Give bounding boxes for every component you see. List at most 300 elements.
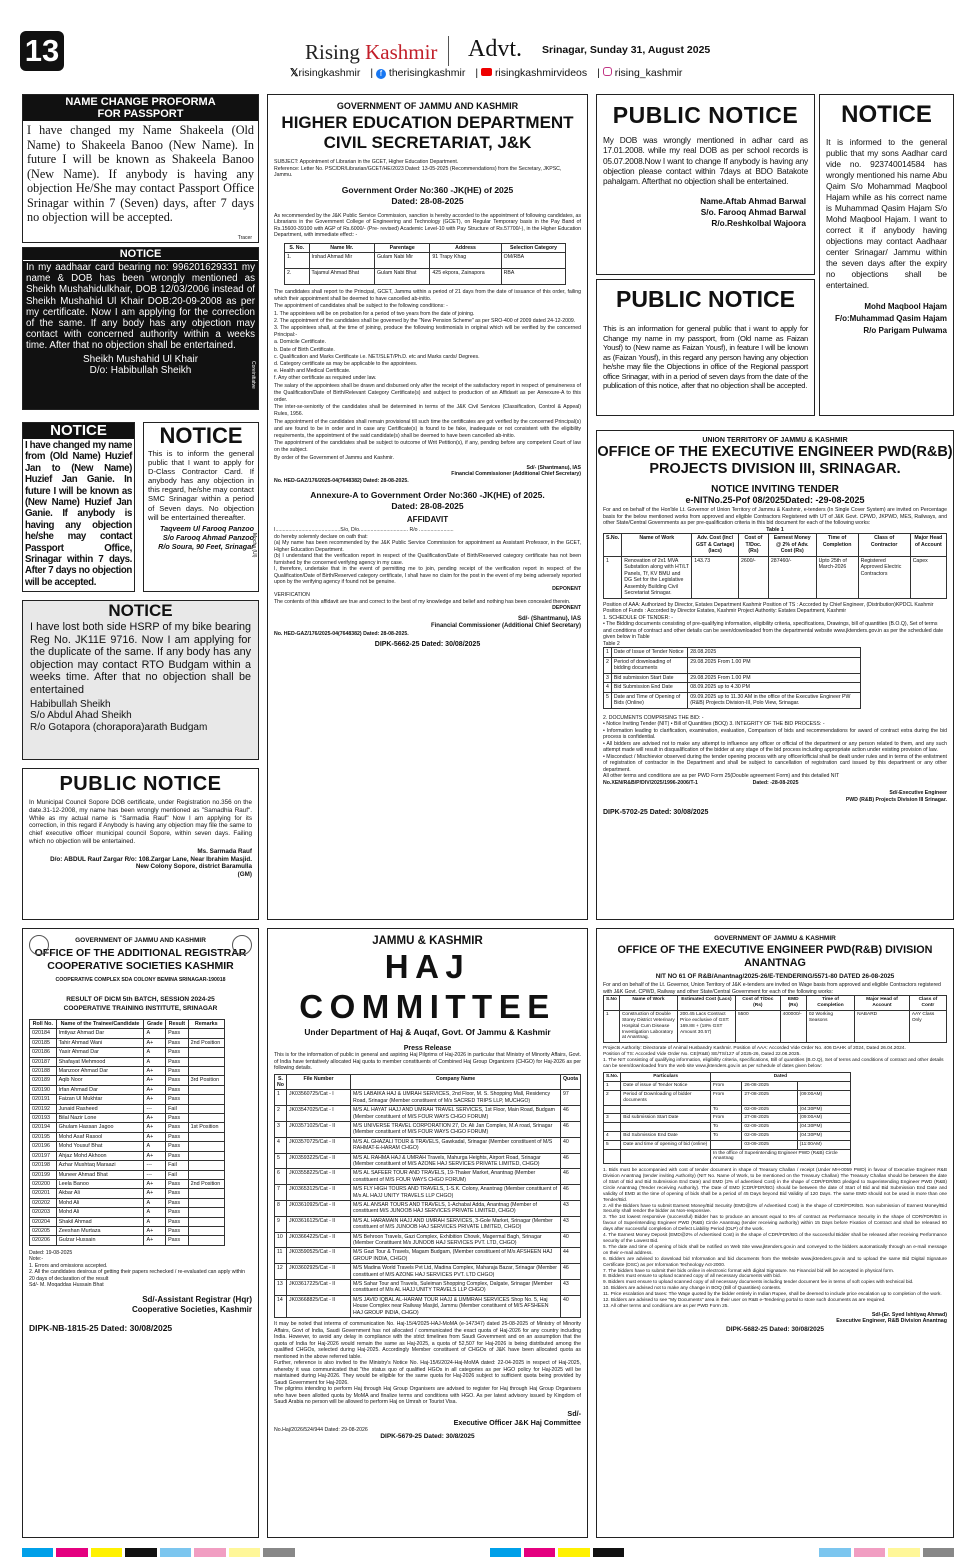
table-cell — [188, 1142, 224, 1151]
table-cell: M/S AL HARAMAIN HAJJ AND UMRAH SERVICES, 3-Gole Market, Srinagar (Member constituent of M/S JUNOOB HAJ SERVICES PRIVATE LIMITED, CHGO) — [351, 1216, 561, 1232]
table-row — [275, 1216, 581, 1232]
table-row: To 02-09-2025 (04:30PM) — [604, 1105, 851, 1114]
table-cell: 11 — [275, 1248, 287, 1264]
table-row — [30, 1076, 225, 1085]
table-cell: Pass — [166, 1198, 189, 1207]
table-cell — [188, 1067, 224, 1076]
ad-gov: GOVERNMENT OF JAMMU AND KASHMIR — [336, 101, 519, 111]
table-cell: 020201 — [30, 1189, 57, 1198]
ad-cooperative-result — [22, 928, 259, 1538]
ad-title: NOTICE — [23, 423, 134, 439]
table-row — [30, 1038, 225, 1047]
social-bar — [290, 67, 682, 79]
table-cell: 14 — [275, 1295, 287, 1317]
table-cell: A+ — [144, 1067, 166, 1076]
x-icon: 𝕏 — [290, 67, 299, 79]
table-cell: Yasir Ahmad Dar — [56, 1048, 144, 1057]
ad-tag: Coreinitiatve — [250, 361, 256, 389]
table-row — [275, 1169, 581, 1185]
result-table: Roll No. Name of the Trainee/Candidate Grade Result Remarks 020184 Imtiyaz Ahmad Dar A Pass 020185 Tahir Ahmad Wani A+ Pass 2nd Position 020186 Yasir Ahmad Dar A Pass 020187 Shafayat Mehmood A Pass 020188 Manzoor Ahmad Dar A+ Pass 020189 Aqib Noor A+ Pass 3rd Position 020190 Irfan Ahmad Dar A+ Pass 020191 Faizan Ul Mukhtar A+ Pass 020192 Junaid Rasheed --- Fail 020193 Bilal Nazir Lone A+ Pass 020194 Ghulam Hassan Jagoo A+ Pass 1st Position 020195 Mohd Asaf Rasool A+ Pass 020196 Mohd Yousuf Bhat A Pass 020197 Ahjaz Mohd Akhoon A+ Pass 020198 Azhar Mushtaq Maraazi --- Fail 020199 Muneer Ahmad Bhat --- Fail 020200 Leela Banoo A+ Pass 2nd Position 020201 Akbar Ali A+ Pass 020202 Mohd Ali A Pass 020203 Mohd Ali A Pass 020204 Shakil Ahmad A Pass 020205 Zeeshan Murtaza A+ Pass 020206 Gulzar Hussain A+ Pass — [29, 1019, 225, 1246]
table-row: 2 Period of downloading of bidding documents 29.08.2025 From 1.00 PM — [604, 657, 861, 673]
table-cell: 97 — [561, 1090, 581, 1106]
table-cell — [188, 1029, 224, 1038]
ad-body: This is an information for general public that i want to apply for Change my name in my passport, from (Old name as Faizan Yousf) to (New name as Faizan Yousf), in feature I will be known as (Faizan Yousf), in this regard any person having any objection he/she may file the Objections in office of the Regional passport office Srinagar, with in a period of seven days from the date of the publication of this notice, after that no objection shall be accepted. — [603, 324, 808, 390]
table-cell: M/S AL SAFEER TOUR AND TRAVELS, 19-Thaker Market, Anantnag (Member constituent of M/S FOUR WAYS CHGO FORUM) — [351, 1169, 561, 1185]
table-row — [30, 1208, 225, 1217]
haj-quota-table: S. No File Number Company Name Quota 1 JK03560725/Cat - I M/S LABAIKA HAJ & UMRAH SERVICES, 2nd Floor, M. S. Shopping Mall, Residency Road, Srinagar (Member constituent of M/s SACRED TRIPS LLP, MUCHGO) 97 2 JK03547025/Cat - I M/S AL HAYAT HAJJ AND UMRAH TRAVEL SERVICES, 1st Floor, Main Road, Budgam (Member constituent of M/S FOUR WAYS CHGO FORUM) 46 3 JK03571025/Cat - II M/S UNIVERSE TRAVEL CORPORATION 27, Dr. Ali Jan Complex, M.A road, Srinagar (Member constituent of M/S FOUR WAYS CHGO FORUM) 46 4 JK03570725/Cat - II M/S AL GHAZALI TOUR & TRAVELS, Gawkadal, Srinagar (Member constituent of M/S RAHMAT-E-HARAM CHGO) 40 5 JK03593225/Cat - II M/S AL RAHMA HAJ & UMRAH Travels, Mahurga Heights, Airport Road, Srinagar (Member constituent of M/S AZONE HAJ SERVICES PRIVATE LIMITED, CHGO) 46 6 JK03558225/Cat - II M/S AL SAFEER TOUR AND TRAVELS, 19-Thaker Market, Anantnag (Member constituent of M/S FOUR WAYS CHGO FORUM) 46 7 JK03653125/Cat - II M/S FLY HIGH TOURS AND TRAVELS, 1-S.K. Colony, Anantnag (Member constituent of M/s AL HAJJ UNITY TRAVELS LLP CHGO) 46 8 JK03610925/Cat - II M/S AL ANSAR TOURS AND TRAVELS, 1-Achabal Adda, Anantnag (Member of constituent M/S JUNOOB HAJ SERVICES PRIVATE LIMITED, CHGO) 43 9 JK03616125/Cat - II M/S AL HARAMAIN HAJJ AND UMRAH SERVICES, 3-Gole Market, Srinagar (Member constituent of M/S JUNOOB HAJ SERVICES PRIVATE LIMITED, CHGO) 43 10 JK03664225/Cat - II M/S Behroon Travels, Gazi Complex, Exhibition Chowk, Magermal Bagh, Srinagar (Member Constituent M/s JUNOOB HAJ SERVICES PVT. LTD, CHGO) 40 11 JK03590525/Cat - II M/S Gazi Tour & Travels, Magam Budgam, (Member constituent of M/s AFSHEEN HAJ GROUP INDIA, CHGO) 44 12 JK03602925/Cat - II M/S Madina World Travels Pvt Ltd, Madina Complex, Maharaja Bazar, Srinagar (Member constituent of M/S AZONE HAJ SERVICES PVT. LTD CHGO) 46 13 JK03617225/Cat - II M/S Sahar Tour and Travels, Suleiman Shopping Complex, Dalgate, Srinagar (Member constituent of M/s AL HAJJ UNITY TRAVELS LLP CHGO) 43 14 JK03668825/Cat - II M/S JAVID IQBAL AL-HARAM TOUR HAJJ & UMMRAH SERVICES Shop No. 5, Haj House Complex near Railway Masjid, Jammu (Member constituent of M/S AFSHEEN HAJ GROUP INDIA, CHGO) 40 — [274, 1074, 581, 1319]
ad-no1: No. HED-GAZ/176/2025-04(7648382) Dated: 28-08-2025. — [274, 477, 409, 484]
ad-name-change-proforma — [22, 94, 259, 243]
social-youtube[interactable]: | risingkashmirvideos — [475, 67, 588, 79]
table-row: 1 Renovation of 2x1 MVA Substation along with HT/LT Panels, Tf, KV BMU and DG Set for the Legislative Assembly Building Civil Secretariat Srinagar. 143.73 2600/- 287460/- Upto 25th of March-2026 Registered Approved Electric Contractors Capex — [604, 556, 947, 598]
table-cell: 2nd Position — [188, 1038, 224, 1047]
ad-title: PUBLIC NOTICE — [59, 773, 222, 795]
table-cell: Pass — [166, 1189, 189, 1198]
table-cell: Mohd Yousuf Bhat — [56, 1142, 144, 1151]
ad-sign: Sd/-(Er. Syed Ishtiyaq Ahmad) Executive Engineer, R&B Division Anantnag — [836, 1311, 947, 1325]
table-cell: Mohd Asaf Rasool — [56, 1132, 144, 1141]
table-cell: A — [144, 1217, 166, 1226]
table-cell: 46 — [561, 1169, 581, 1185]
emblem-left-icon — [29, 935, 49, 955]
table1-title: Table 1 — [766, 526, 784, 533]
table-cell: Mohd Ali — [56, 1208, 144, 1217]
ad-intro: This is for the information of public in general and aspiring Haj Pilgrims of Haj-2026 in particular that Ministry of Minority Affairs, Govt. of India have tentatively allocated Haj quota to member constituents of Combined Haj Group Organizers (CHGO) for Haj-2026 as per following details. — [274, 1052, 581, 1071]
table-cell — [188, 1085, 224, 1094]
table-row: 4 Bid Submission End Date 08.09.2025 up to 4.30 PM — [604, 683, 861, 693]
ad-annex: Annexure-A to Government Order No:360 -JK(HE) of 2025. Dated: 28-08-2025 — [310, 490, 545, 512]
table-cell: 6 — [275, 1169, 287, 1185]
table-cell: 020200 — [30, 1179, 57, 1188]
table-row — [30, 1189, 225, 1198]
table-row — [30, 1104, 225, 1113]
table-cell: Pass — [166, 1038, 189, 1047]
tender-table: S.No Name of Work Estimated Cost (Lacs) Cost of T/Doc (Rs) EMD (Rs) Time of Completion Major Head of Account Class of Contr 1 Construction of Double Storey District Veterinary Hospital Cum Disease Investigation Laboratory at Anantnag. 200.45 Lacs Contract Price exclusive of GST: 169.88 + (18% GST Amount 30.57) 5500 400000/- 02 Working Seasons NABARD AAY Class Only — [603, 995, 947, 1043]
table-cell: 12 — [275, 1264, 287, 1280]
table-cell: 020199 — [30, 1170, 57, 1179]
ad-affidavit: AFFIDAVIT — [406, 515, 449, 525]
table-cell: 46 — [561, 1106, 581, 1122]
ad-aff-line: I.............................................S/o, D/o.................................. R/o ........................ — [274, 527, 454, 534]
table-cell: 020198 — [30, 1161, 57, 1170]
table-cell: Pass — [166, 1226, 189, 1235]
table-cell: Pass — [166, 1142, 189, 1151]
ad-note: Note:- 1. Errors and omissions accepted. 2. All the candidates desirous of getting their papers rechecked / re-evaluated can apply within 20 days of declaration of the result — [29, 1256, 245, 1282]
table-cell: Junaid Rasheed — [56, 1104, 144, 1113]
table-cell: 020191 — [30, 1095, 57, 1104]
section-label: Advt. — [468, 36, 522, 62]
table-row — [275, 1264, 581, 1280]
table-cell — [188, 1114, 224, 1123]
ad-pwd-srinagar-tender — [596, 430, 954, 920]
table-cell: M/S UNIVERSE TRAVEL CORPORATION 27, Dr. Ali Jan Complex, M.A road, Srinagar (Member constituent of M/S FOUR WAYS CHGO FORUM) — [351, 1121, 561, 1137]
table-cell: Pass — [166, 1029, 189, 1038]
ad-title: HAJ COMMITTEE — [299, 948, 556, 1025]
table-row: 1 Date of issue of Tender Notice From 26-08-2025 — [604, 1082, 851, 1091]
ad-nit: NIT NO 61 OF R&B/Anantnag/2025-26/E-TENDERING/5571-80 DATED 26-08-2025 — [655, 973, 895, 980]
table-cell: M/S LABAIKA HAJ & UMRAH SERVICES, 2nd Floor, M. S. Shopping Mall, Residency Road, Srinagar (Member constituent of M/s SACRED TRIPS LLP, MUCHGO) — [351, 1090, 561, 1106]
ad-gov: GOVERNMENT OF JAMMU & KASHMIR — [714, 935, 836, 942]
table-cell — [188, 1048, 224, 1057]
table-row — [30, 1161, 225, 1170]
ad-sign: Sd/- Executive Officer J&K Haj Committee — [453, 1408, 581, 1427]
ad-body: I have changed my Name Shakeela (Old Name) to Shakeela Banoo (New Name). In future I will be known as Shakeela Banoo (New Name). If anybody is having any objection He/She may contact Passport Office Srinagar within 7 (Seven) days, after 7 days no objection will be accepted. — [27, 123, 254, 224]
ad-docs: 2. DOCUMENTS COMPRISING THE BID: - • Notice Inviting Tender (NIT) • Bill of Quantities (BOQ) 3. INTEGRITY OF THE BID PROCESS: - • Information leading to clarification, examination, evaluation, Comparison of bids and recommendations for award of contract extra during the bid process is confidential. • All bidders are advised not to make any attempt to influence any officer or official of the department or any person related to them, and any such attempt made will result in disqualification of the bidder at any stage of the bid process including appropriate action under existing provision of law. • Misconduct / Mischievior observed during the tender opening process with any officer/official shall be dealt under rules and in terms of the enlistment of registration of contractor in the Department and shall be subject to cancellation of registration card issued by this department or any other department. All other terms and conditions are as per PWD Form 25(Double agreement Form) and this detailed NIT — [603, 714, 947, 779]
table-cell: 2 — [275, 1106, 287, 1122]
social-x[interactable]: 𝕏risingkashmir — [290, 67, 361, 79]
table-cell: A — [144, 1142, 166, 1151]
ad-sub: Under Department of Haj & Auqaf, Govt. Of Jammu & Kashmir — [304, 1027, 551, 1037]
ad-auth: Position of AAA: Authorized by Director, Estates Department Kashmir Position of TS : Accorded by Chief Engineer, (Distribution)KPDCL Kashmir Position of Funds : Accorded by Director Estates, Kashmir Project Authority: Estates Department, Kashmir — [603, 601, 934, 614]
table-cell — [188, 1057, 224, 1066]
table-cell: A+ — [144, 1114, 166, 1123]
table-cell: 4 — [275, 1137, 287, 1153]
ad-office: OFFICE OF THE ADDITIONAL REGISTRAR COOPERATIVE SOCIETIES KASHMIR — [34, 947, 247, 972]
table-cell: Fail — [166, 1104, 189, 1113]
table-row: 5 Date and time of opening of bid (online) 03-09-2025 (11:00AM) — [604, 1140, 851, 1149]
table-cell: Pass — [166, 1067, 189, 1076]
ad-aadhaar-notice-black — [22, 247, 259, 410]
ad-order: Government Order No:360 -JK(HE) of 2025 Dated: 28-08-2025 — [341, 184, 514, 206]
table-cell: Tahir Ahmad Wani — [56, 1038, 144, 1047]
table-cell: 020204 — [30, 1217, 57, 1226]
table-cell: 43 — [561, 1280, 581, 1296]
brand-kashmir: Kashmir — [365, 40, 438, 64]
table-row: 3 Bid submission Start Date 29.08.2025 From 1.00 PM — [604, 673, 861, 683]
ad-reference: Reference: Letter No. PSC/DR/Librarian/GCET/HE/2023 Dated: 13-05-2025 (Recommendations) from the Secretary, JKPSC, Jammu. — [274, 165, 562, 178]
ad-name-change-notice — [22, 422, 135, 592]
table-row — [275, 1248, 581, 1264]
table-cell: M/S JAVID IQBAL AL-HARAM TOUR HAJJ & UMMRAH SERVICES Shop No. 5, Haj House Complex near Railway Masjid, Jammu (Member constituent of M/S AFSHEEN HAJ GROUP INDIA, CHGO) — [351, 1295, 561, 1317]
table-cell: JK03664225/Cat - II — [287, 1232, 351, 1248]
tender-table: S.No. Name of Work Adv. Cost (Incl GST & Cartage) (lacs) Cost of T/Doc. (Rs) Earnest Money @ 2% of Adv. Cost (Rs) Time of Completion Class of Contractor Major Head of Account 1 Renovation of 2x1 MVA Substation along with HT/LT Panels, Tf, KV BMU and DG Set for the Legislative Assembly Building Civil Secretariat Srinagar. 143.73 2600/- 287460/- Upto 25th of March-2026 Registered Approved Electric Contractors Capex — [603, 533, 947, 599]
table-cell: 3rd Position — [188, 1076, 224, 1085]
ad-dob-correction-sopore — [22, 768, 259, 920]
table-cell: A+ — [144, 1095, 166, 1104]
ad-body: It is informed to the general public that my sons Aadhar card vide no. 923740014584 has wrongly mentioned his name Abu Qaim S/o Mohammad Maqbool Hajam while as his correct name is Muhammad Qasim Hajam S/o Mohd Maqbool Hajam. I want to correct it if anybody having objections may contact Aadhaar center Srinagar/ Jammu within the seven days after the expiry no objections shall be entertained. — [826, 137, 947, 290]
youtube-icon — [481, 68, 492, 76]
table-cell: JK03558225/Cat - II — [287, 1169, 351, 1185]
table-row — [30, 1226, 225, 1235]
ad-sign-name: Sheikh Mushahid Ul Khair — [82, 353, 199, 365]
brand-rising: Rising — [305, 40, 360, 64]
table-cell: M/S AL GHAZALI TOUR & TRAVELS, Gawkadal, Srinagar (Member constituent of M/S RAHMAT-E-HARAM CHGO) — [351, 1137, 561, 1153]
table-row — [30, 1114, 225, 1123]
ad-terms: 1. Bids must be accompanied with cost of tender document in shape of Treasury Challan / receipt (Under MH-0059 PWD) in favour of Executive Engineer R&B Division Anantnag (tender inviting Authority) (NIT No. Name of Work, to be mentioned on the Treasury Challan) The Treasury Challan should be between the date of Start of Bid and Bid Submission End Date) and EMD (2% of advertised Cost) in the shape of CDR/FDR/BG pledged to Superintending Engineer PWD (R&B) Circle Anantnag (Tender receiving Authority). The Date of EMD (CDR/FDR/BG) should be between the date of Start of Bid and Bid Submission End Date and validity of EMD at the time of opening of bids shall be a period of 45 Days beyond Bid Validity of 120 Days. The same EMD should not be used in more than one Tender/Bid. 2. All the Bidders have to submit Earnest Money/Bid Security (EMD@2% of Advertised Cost) in the shape of CDR/FDR/BG. Non submission of Earnest Money/Bid Security shall render the bidder as Non-responsive. 3. The 1st lowest responsive (successful) Bidder has to produce an amount equal to 5% of contract as Performance Security in the shape of CDR/FDR/BG in favour of Superintending Engineer PWD (R&B) Circle Anantnag (tender receiving authority) within 15 Days before Fixation of Contract and shall be released 60 days after successful completion of Defect Liability Period (DLP) of the work. 4. The Earnest Money Deposit (EMD@2% of Advertised Cost) in the shape of CDR/FDR/BG of the successful Bidder shall be released after receiving Performance security of the Lowest Bid. 5. The date and time of opening of bids shall be notified on Web Site www.jktenders.gov.in and conveyed to the bidders automatically through an e-mail message on their e-mail address. 6. Bidders are advised to download bid Information and bid documents from the Website www.jktenders.gov.in and to upload the same Bid Digital Signature Certificate (DSC) as per Information Technology Act-2000. 7. The bidders have to submit their bids online in electronic format with digital Signature. No Financial bid will be accepted in physical form. 8. Bidders must ensure to upload scanned copy of all necessary documents with bid. 9. Bidders must ensure to upload scanned copy of all necessary documents including tender document fee in terms of soft copies with technical bid. 10. Bidders are advised not to make any change in BOQ (Bill of Quantities) contents. 11. Price escalation and taxes: The Wage quoted by the bidder entirely in Indian Rupee, shall be deemed to include price escalation up to completion of the work. 12. Bidders are advised to see "My Documents" area in their user on R&B e-Tendering portal to store such documents as are required. 13. All other terms and conditions are as per PWD Form 25. — [603, 1168, 947, 1309]
table-cell: JK03610925/Cat - II — [287, 1201, 351, 1217]
ad-sign1: Sd/- (Shantmanu), IAS Financial Commissioner (Additional Chief Secretary) — [451, 464, 581, 478]
table-row — [30, 1057, 225, 1066]
table-cell: Ahjaz Mohd Akhoon — [56, 1151, 144, 1160]
table-cell: M/S AL HAYAT HAJJ AND UMRAH TRAVEL SERVICES, 1st Floor, Main Road, Budgam (Member constituent of M/S FOUR WAYS CHGO FORUM) — [351, 1106, 561, 1122]
ad-dipk: DIPK-5679-25 Dated: 30/8/2025 — [380, 1433, 475, 1441]
ad-office: OFFICE OF THE EXECUTIVE ENGINEER PWD(R&B) PROJECTS DIVISION III, SRINAGAR. — [597, 444, 953, 477]
table-cell: Bilal Nazir Lone — [56, 1114, 144, 1123]
social-facebook[interactable]: | f therisingkashmir — [370, 67, 466, 79]
table-cell — [188, 1161, 224, 1170]
table-cell: A+ — [144, 1226, 166, 1235]
table-cell: JK03547025/Cat - I — [287, 1106, 351, 1122]
table-row — [30, 1198, 225, 1207]
table-cell: Leela Banoo — [56, 1179, 144, 1188]
table-row: 1. Irshad Ahmad Mir Gulam Nabi Mir 91 Trapy Khag OM/RBA — [285, 253, 566, 269]
table-cell: A+ — [144, 1132, 166, 1141]
header-divider — [448, 36, 449, 66]
table-row: 5 Date and Time of Opening of Bids (Online) 09.09.2025 up to 11.30 AM in the office of the Executive Engineer PW (R&B) Projects Division-III, Polo View, Srinagar. — [604, 692, 861, 708]
table-cell: M/S Gazi Tour & Travels, Magam Budgam, (Member constituent of M/s AFSHEEN HAJ GROUP INDIA, CHGO) — [351, 1248, 561, 1264]
table-cell: 020195 — [30, 1132, 57, 1141]
table-cell: Pass — [166, 1085, 189, 1094]
ad-dipk: DIPK-5702-25 Dated: 30/08/2025 — [603, 809, 709, 816]
table-cell: A — [144, 1057, 166, 1066]
table-cell: 020193 — [30, 1114, 57, 1123]
table-cell: 40 — [561, 1137, 581, 1153]
table-cell — [188, 1151, 224, 1160]
table-row — [30, 1067, 225, 1076]
table-cell: JK03668825/Cat - II — [287, 1295, 351, 1317]
table-row: 1 Date of Issue of Tender Notice 28.08.2025 — [604, 648, 861, 658]
table-cell: M/S Sahar Tour and Travels, Suleiman Shopping Complex, Dalgate, Srinagar (Member constituent of M/s AL HAJJ UNITY TRAVELS LLP CHGO) — [351, 1280, 561, 1296]
table-cell: Pass — [166, 1076, 189, 1085]
ad-press: Press Release — [403, 1045, 452, 1052]
table-cell: 43 — [561, 1201, 581, 1217]
ad-body: This is to inform the general public that I want to apply for D-Class Contractor Card. If anybody has any objection in this regard, he/she may contact SMC Srinagar within a period of Seven days. No objection will be entertained thereafter. — [148, 449, 254, 522]
table-row — [275, 1106, 581, 1122]
table-cell: 020192 — [30, 1104, 57, 1113]
table-cell: Aqib Noor — [56, 1076, 144, 1085]
ad-no2: No. HED-GAZ/176/2025-04(7648382) Dated: 28-08-2025. — [274, 630, 409, 637]
ad-complex: COOPERATIVE COMPLEX SDA COLONY BEMINA SRINAGAR-190018 — [55, 977, 226, 983]
ad-no: No.XEN/R&B/P/DIV/2025/1996-2006/T-1 Dated: -28-08-2025 — [603, 779, 799, 786]
ad-dated: Dated: 19-08-2025 — [29, 1249, 73, 1256]
ad-jk: JAMMU & KASHMIR — [372, 935, 483, 947]
table-cell: A — [144, 1048, 166, 1057]
ad-pwd-anantnag-tender — [596, 928, 954, 1538]
table-cell: M/S AL ANSAR TOURS AND TRAVELS, 1-Achabal Adda, Anantnag (Member of constituent M/S JUNOOB HAJ SERVICES PRIVATE LIMITED, CHGO) — [351, 1201, 561, 1217]
ad-body: In Municipal Council Sopore DOB certificate, under Registration no.356 on the date.31-12-2008, my name has been wrongly mentioned as "Samadhia Rauf". While as my actual name is "Sarmadia Rauf" Now I am applying for its correction, in this regard if Anybody is having any objection may file the same to chief executive officer municipal council Sopore, within seven days. Failing which no objection will be entertained. — [29, 799, 252, 845]
table-cell: Fail — [166, 1161, 189, 1170]
table-cell: A+ — [144, 1236, 166, 1245]
table-cell: 020184 — [30, 1029, 57, 1038]
table-cell: JK03602925/Cat - II — [287, 1264, 351, 1280]
table-cell: 7 — [275, 1185, 287, 1201]
ad-nit: NOTICE INVITING TENDER — [711, 484, 839, 495]
table-cell: 46 — [561, 1264, 581, 1280]
table-cell — [188, 1226, 224, 1235]
table-row — [30, 1170, 225, 1179]
ad-para2: The candidates shall report to the Principal, GCET, Jammu within a period of 21 days from the date of issuance of this order, failing which their appointment shall be deemed to have cancelled ab-initio. The appointment of candidates shall be subject to the following conditions: - 1. The appointees will be on probation for a period of two years from the date of joining. 2. The appointment of the candidates shall be governed by the "New Pension Scheme" as per SRO-400 of 2009 dated 24-12-2009. 3. The appointees shall, at the time of joining, produce the following testimonials in original which will be verified by the concerned Principal:- a. Domicile Certificate. b. Date of Birth Certificate. c. Qualification and Marks Certificate i.e. NET/SLET/Ph.D. etc and Marks cards/ Degrees. d. Category certificate as may be applicable to the appointees. e. Health and Medical Certificate. f. Any other certificate as required under law. The salary of the appointees shall be drawn and disbursed only after the receipt of the satisfactory report in respect of genuineness of the Qualification/Date of Birth/Relevant Category Certificate(s) and subject to production of an Affidavit as per Annexure-A to this order. The inter-se-seniority of the candidates shall be determined in terms of the J&K Civil Services (Classification, Control & Appeal) Rules, 1956. The appointment of the candidates shall remain provisional till such time the certificates are got verified by the concerned Principal(s) and are found to be in order and in case any Certificate(s) is found to be fake, inadequate or not consistent with the eligibility requirements, the appointment of the said candidate(s) shall be deemed to have been cancelled ab-initio. The appointment of the candidates shall be subject to outcome of Writ Petition(s), if any, pending before any competent Court of law on the subject. By order of the Government of Jammu and Kashmir. — [274, 289, 581, 461]
table-row — [275, 1232, 581, 1248]
table-row — [30, 1217, 225, 1226]
table-cell: 46 — [561, 1185, 581, 1201]
table-cell: 020205 — [30, 1226, 57, 1235]
table-cell: Muneer Ahmad Bhat — [56, 1170, 144, 1179]
ad-body: It may be noted that interms of communication No. Haj-15/4/2025-HAJ-MoMA (e-147347) dated 25-08-2025 of Ministry of Minority Affairs, Govt of India, Saudi Government has not allocated / communicated the exact quota of Haj-2026 for any country including India. However, to avoid any delay in compliance with the strict timelines from Saudi Government and on an assumption that the quota of India for Haj-2026 would remain the same as Haj-2025, a quota of 52,507 for Haj-2026 is being distributed among the qualified CHGOs, selected during Haj-2025. Accordingly Member constituent of CHGOs of J&K have been allocated quota as mentioned in the above referred table. Further, reference is also invited to the Ministry's Notice No. Haj-15/6/2024-Haj-MoMA dated: 22-04-2025 in respect of Haj-2025, whereby it was communicated that "the status quo of qualified HGOs in all categories as per HGO policy for Haj-2025 will be maintained during Haj-2026. They would be eligible for the same quota for Haj-2026 subject to sufficient quota being provided by Saudi Government for Haj-2026. The pilgrims intending to perform Haj through Haj Group Organisers are advised to register for Haj through Haj Group Organisers who have been allotted quota by MoMA and finalize terms and conditions with HGO. As per latest advisory issued by Kingdom of Saudi Arabia no person will be allowed to perform Haj on Umrah or Tourist Visa. — [274, 1321, 581, 1406]
table-row — [275, 1153, 581, 1169]
table-cell: A+ — [144, 1179, 166, 1188]
table-cell: --- — [144, 1161, 166, 1170]
ad-deponent: DEPONENT — [552, 585, 581, 592]
table-row — [275, 1185, 581, 1201]
ad-title: NAME CHANGE PROFORMA FOR PASSPORT — [23, 95, 258, 121]
ad-haj-committee — [267, 928, 588, 1538]
table-cell: 020202 — [30, 1198, 57, 1207]
table-cell: Pass — [166, 1057, 189, 1066]
ad-title: PUBLIC NOTICE — [616, 286, 795, 312]
table-row — [275, 1280, 581, 1296]
ad-body: I have changed my name from (Old Name) Huzief Jan to (New Name) Huzief Jan Ganie. In future I will be known as (New Name) Huzief Jan Ganie. If anybody is having any objection he/she may contact Passport Office, Srinagar within 7 days. After 7 days no objection will be accepted. — [25, 440, 132, 588]
table-cell: M/S Behroon Travels, Gazi Complex, Exhibition Chowk, Magermal Bagh, Srinagar (Member Constituent M/s JUNOOB HAJ SERVICES PVT. LTD, CHGO) — [351, 1232, 561, 1248]
ad-sign: Ms. Sarmada Rauf D/o: ABDUL Rauf Zargar R/o: 108.Zargar Lane, Near Ibrahim Masjid. New Colony Sopore, district Baramulla (GM) — [50, 847, 252, 879]
ad-sign: Mohd Maqbool Hajam F/o:Muhammad Qasim Hajam R/o Parigam Pulwama — [834, 302, 947, 335]
ad-sign: Habibullah Sheikh S/o Abdul Ahad Sheikh R/o Gotapora (chorapora)arath Budgam — [30, 698, 208, 733]
ad-sign-parent: D/o: Habibullah Sheikh — [89, 364, 192, 376]
table-cell — [188, 1236, 224, 1245]
table-cell: Pass — [166, 1095, 189, 1104]
emblem-right-icon — [232, 935, 252, 955]
ad-dipk: DIPK-5682-25 Dated: 30/08/2025 — [726, 1326, 824, 1334]
table-cell: Zeeshan Murtaza — [56, 1226, 144, 1235]
table-cell: Ghulam Hassan Jagoo — [56, 1123, 144, 1132]
table-row — [275, 1201, 581, 1217]
table-cell: Shafayat Mehmood — [56, 1057, 144, 1066]
ad-body: My DOB was wrongly mentioned in adhar card as 17.01.2008. while my real DOB as per school records is 05.07.2008.Now I want to change If anybody is having any objection please contact within 7days at BDO Batakote pahalgam. Afterthat no objection shall be entertained. — [603, 135, 808, 187]
ad-title: PUBLIC NOTICE — [612, 102, 799, 128]
table-cell: M/S AL RAHMA HAJ & UMRAH Travels, Mahurga Heights, Airport Road, Srinagar (Member constituent of M/S AZONE HAJ SERVICES PRIVATE LIMITED, CHGO) — [351, 1153, 561, 1169]
table-cell: M/S Madina World Travels Pvt Ltd, Madina Complex, Maharaja Bazar, Srinagar (Member constituent of M/S AZONE HAJ SERVICES PVT. LTD CHGO) — [351, 1264, 561, 1280]
ad-dob-correction-pahalgam — [596, 94, 815, 275]
table-cell: Akbar Ali — [56, 1189, 144, 1198]
table-cell: A — [144, 1208, 166, 1217]
table-cell: JK03560725/Cat - I — [287, 1090, 351, 1106]
table-cell: Faizan Ul Mukhtar — [56, 1095, 144, 1104]
table-cell — [188, 1132, 224, 1141]
ad-contractor-card-notice — [143, 422, 259, 592]
ad-sign: Sd/-Executive Engineer PWD (R&B) Projects Division III Srinagar. — [845, 790, 947, 803]
ad-higher-education-order — [267, 94, 588, 920]
ad-title: NOTICE — [159, 423, 243, 448]
ad-title: NOTICE — [23, 248, 258, 261]
table-cell: Imtiyaz Ahmad Dar — [56, 1029, 144, 1038]
table-cell: 46 — [561, 1121, 581, 1137]
table-cell: 8 — [275, 1201, 287, 1217]
table-cell — [188, 1198, 224, 1207]
table-row — [30, 1236, 225, 1245]
table-row: 3 Bid submission Start Date From 27-08-2025 (09:00AM) — [604, 1114, 851, 1123]
ad-schedule: 1. SCHEDULE OF TENDER: - • The Bidding documents consisting of pre-qualifying information, eligibility criteria, specifications, Drawings, bill of quantities (B.O.Q), Set of terms and conditions of contract and other details can be seen/downloaded from the departmental website www.jktenders.gov.in as per the scheduled date given below in Table Table 2 — [603, 614, 944, 647]
ad-subject: SUBJECT: Appointment of Librarian in the GCET, Higher Education Department. — [274, 159, 459, 165]
table-cell: 9 — [275, 1216, 287, 1232]
ad-deponent-2: DEPONENT — [552, 605, 581, 612]
ad-sign: Name.Aftab Ahmad Barwal S/o. Farooq Ahmad Barwal R/o.Reshkolbal Wajoora — [700, 196, 806, 229]
table-cell — [188, 1217, 224, 1226]
ad-passport-name-change — [596, 279, 815, 416]
table-cell: Gulzar Hussain — [56, 1236, 144, 1245]
table-row — [30, 1085, 225, 1094]
ad-body: In my aadhaar card bearing no: 996201629331 my name & DOB has been wrongly mentioned as Sheikh Mushahidulkhair, DOB 12/03/2006 instead of Sheikh Mushahid Ul Khair DOB:20-09-2008 as per my certificate. Now I am applying for the correction of the same. If any body has any objection may contact with concerned authority within a weeks time. After that no objection shall be entertained. — [26, 262, 255, 352]
table-cell: 40 — [561, 1232, 581, 1248]
table-cell: A — [144, 1198, 166, 1207]
table-cell: M/S FLY HIGH TOURS AND TRAVELS, 1-S.K. Colony, Anantnag (Member constituent of M/s AL HAJJ UNITY TRAVELS LLP CHGO) — [351, 1185, 561, 1201]
table-row — [30, 1048, 225, 1057]
ad-nitno: e-NITNo.25-Pof 08/2025Dated: -29-08-2025 — [685, 495, 865, 505]
ad-dept: HIGHER EDUCATION DEPARTMENT CIVIL SECRETARIAT, J&K — [281, 113, 574, 152]
ad-body: I have lost both side HSRP of my bike bearing Reg No. JK11E 9716. Now I am applying for the duplicate of the same. If any body has any objection may contact RTO Budgam within a weeks time. After that no objection shall be entertained — [30, 621, 251, 696]
table-row — [30, 1179, 225, 1188]
table-cell: 020186 — [30, 1048, 57, 1057]
facebook-icon: f — [376, 69, 386, 79]
ad-title: NOTICE — [108, 601, 173, 620]
ad-intro: For and on behalf of the Hon'ble Lt. Governor of Union Territory of Jammu & Kashmir, e-tenders (In Single Cover System) are invited on Percentage basis for the below mentioned works from approved and eligible Contractors Registered with UT of J&K Govt. CPWD, JKPWD, MES, Railways, and other State/Central Governments as per pre-qualification criteria in this bid document for each of the following works: — [603, 507, 947, 526]
table-cell: JK03571025/Cat - II — [287, 1121, 351, 1137]
table-cell: 020189 — [30, 1076, 57, 1085]
table-cell — [188, 1104, 224, 1113]
table-cell: 020188 — [30, 1067, 57, 1076]
table-cell: 43 — [561, 1216, 581, 1232]
ad-aadhaar-son-name — [819, 94, 954, 416]
table-cell: Pass — [166, 1123, 189, 1132]
table-row: In the office of Superintending Engineer PWD (R&B) Circle Anantnag — [604, 1149, 851, 1164]
table-cell: A+ — [144, 1038, 166, 1047]
print-colour-bar — [22, 1548, 954, 1557]
table-cell: Pass — [166, 1048, 189, 1057]
instagram-icon — [603, 67, 612, 76]
table-cell: Mohd Ali — [56, 1198, 144, 1207]
ad-sign: Sd/-Assistant Registrar (Hqr) Cooperative Societies, Kashmir — [131, 1294, 252, 1314]
table-cell — [188, 1095, 224, 1104]
ad-tag: Mocha (Ul) — [251, 533, 257, 558]
table-row — [30, 1151, 225, 1160]
schedule-table — [603, 647, 861, 709]
ad-title: NOTICE — [841, 101, 932, 128]
table-cell: 020190 — [30, 1085, 57, 1094]
table-cell: Irfan Ahmad Dar — [56, 1085, 144, 1094]
table-cell: Pass — [166, 1217, 189, 1226]
ad-dipk: DIPK-NB-1815-25 Dated: 30/08/2025 — [29, 1322, 173, 1333]
table-cell: A+ — [144, 1189, 166, 1198]
table-cell: A+ — [144, 1151, 166, 1160]
table-cell: 46 — [561, 1153, 581, 1169]
table-cell: JK03590525/Cat - II — [287, 1248, 351, 1264]
ad-gov: GOVERNMENT OF JAMMU AND KASHMIR — [75, 937, 206, 944]
table-cell — [188, 1170, 224, 1179]
appointment-table: S. No. Name Mr. Parentage Address Selection Category 1. Irshad Ahmad Mir Gulam Nabi Mir 91 Trapy Khag OM/RBA 2. Tajamul Ahmad Bhat Gulam Nabi Bhat 425 ekpora, Zainapora RBA — [284, 243, 566, 286]
table-row — [30, 1029, 225, 1038]
ad-dipk: DIPK-5662-25 Dated: 30/08/2025 — [374, 641, 481, 649]
table-row: 4 Bid Submission End Date To 02-09-2025 (04:30PM) — [604, 1131, 851, 1140]
table-cell: A+ — [144, 1085, 166, 1094]
table-cell: JK03616125/Cat - II — [287, 1216, 351, 1232]
table-cell: 1 — [275, 1090, 287, 1106]
table-row: 2. Tajamul Ahmad Bhat Gulam Nabi Bhat 425 ekpora, Zainapora RBA — [285, 269, 566, 285]
social-instagram[interactable]: | rising_kashmir — [597, 67, 683, 79]
table-cell: 10 — [275, 1232, 287, 1248]
table-cell: Pass — [166, 1236, 189, 1245]
table-cell: JK03617225/Cat - II — [287, 1280, 351, 1296]
table-row — [275, 1121, 581, 1137]
table-row — [30, 1132, 225, 1141]
table-cell: A — [144, 1029, 166, 1038]
table-row — [30, 1123, 225, 1132]
table-row — [30, 1095, 225, 1104]
ad-result: RESULT OF DICM 5th BATCH, SESSION 2024-25 COOPERATIVE TRAINING INSTITUTE, SRINAGAR — [63, 996, 218, 1012]
table-cell: 020197 — [30, 1151, 57, 1160]
ad-sign: Taqveem Ul Farooq Panzoo S/o Farooq Ahmad Panzoo R/o Soura, 90 Feet, Srinagar — [158, 523, 254, 551]
ad-sdm: Sd/- M. Moqaddas Hussain Bhat — [29, 1282, 104, 1289]
table-row: To 02-09-2025 (04:30PM) — [604, 1123, 851, 1132]
table-row — [275, 1295, 581, 1317]
ad-tag: Tracer — [237, 235, 252, 241]
